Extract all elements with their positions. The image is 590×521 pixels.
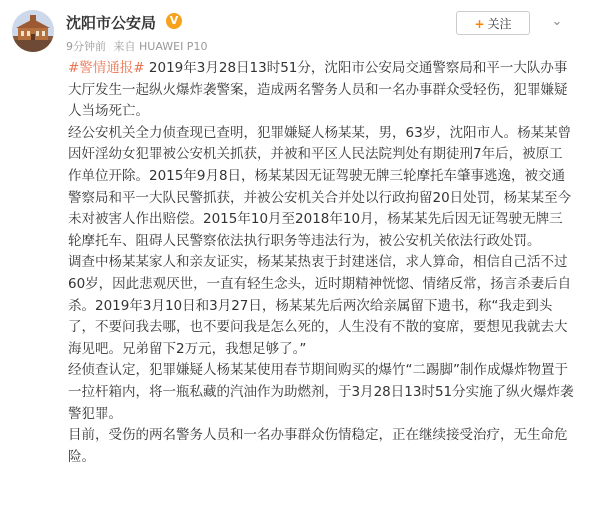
verified-badge-icon: V: [166, 13, 182, 29]
post-content: [68, 58, 574, 468]
account-name[interactable]: 沈阳市公安局: [66, 14, 157, 32]
post-paragraph: [68, 58, 574, 123]
post-source: 来自 HUAWEI P10: [113, 40, 208, 53]
building-icon: [12, 10, 54, 52]
follow-button[interactable]: [456, 11, 530, 35]
chevron-down-icon[interactable]: ⌄: [551, 14, 563, 29]
post-paragraph: 目前，受伤的两名警务人员和一名办事群众伤情稳定，正在继续接受治疗，无生命危险。: [68, 427, 568, 465]
post-paragraph: 调查中杨某某家人和亲友证实，杨某某热衷于封建迷信，求人算命，相信自己活不过60岁，因此悲观厌世，一直有轻生念头，近时期精神恍惚、情绪反常，扬言杀妻后自杀。2019年3月10日和3月27日，杨某某先后两次给亲属留下遗书，称“我走到头了，不要问我去哪，也不要问我是怎么死的，人生没有不散的宴席，要想见我就去大海见吧。兄弟留下2万元，我想足够了。”: [68, 254, 572, 357]
paragraph-text: 2019年3月28日13时51分，沈阳市公安局交通警察局和平一大队办事大厅发生一起纵火爆炸袭警案，造成两名警务人员和一名办事群众受轻伤，犯罪嫌疑人当场死亡。: [68, 60, 568, 120]
post-header: [0, 0, 590, 60]
avatar[interactable]: [12, 10, 54, 52]
plus-icon: +: [474, 17, 485, 31]
follow-label: 关注: [487, 17, 512, 31]
post-paragraph: 经公安机关全力侦查现已查明，犯罪嫌疑人杨某某，男，63岁，沈阳市人。杨某某曾因奸淫幼女犯罪被公安机关抓获，并被和平区人民法院判处有期徒刑7年后，被原工作单位开除。2015年9月8日，杨某某因无证驾驶无牌三轮摩托车肇事逃逸，被交通警察局和平一大队民警抓获，并被公安机关合并处以行政拘留20日处罚，杨某某至今未对被害人作出赔偿。2015年10月至2018年10月，杨某某先后因无证驾驶无牌三轮摩托车、阻碍人民警察依法执行职务等违法行为，被公安机关依法行政处罚。: [68, 124, 572, 249]
post-paragraph: 经侦查认定，犯罪嫌疑人杨某某使用春节期间购买的爆竹“二踢脚”制作成爆炸物置于一拉杆箱内，将一瓶私藏的汽油作为助燃剂，于3月28日13时51分实施了纵火爆炸袭警犯罪。: [68, 362, 574, 422]
post-meta: [66, 38, 211, 54]
hashtag-link[interactable]: #警情通报#: [68, 60, 145, 76]
post-time[interactable]: 9分钟前: [66, 40, 106, 53]
